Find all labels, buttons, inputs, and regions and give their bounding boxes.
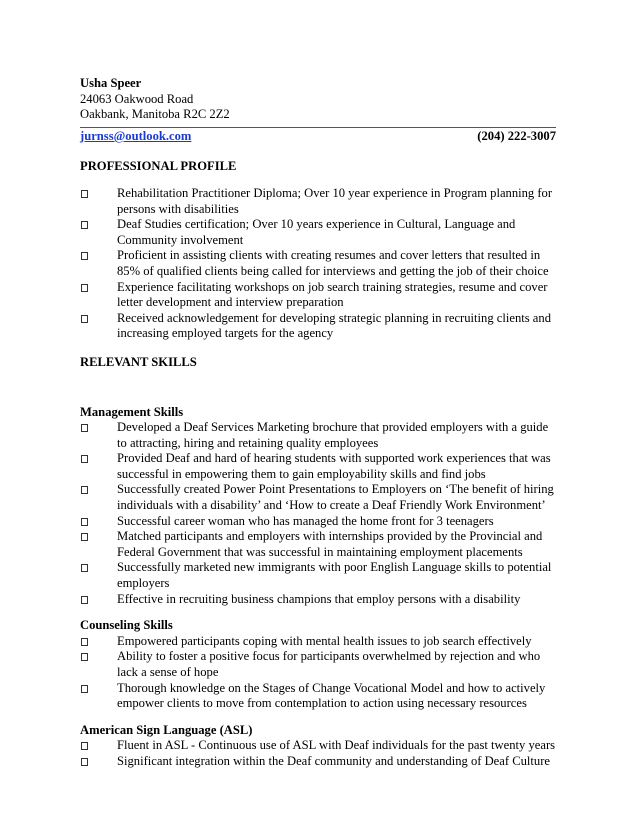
bullet-box-icon (80, 248, 117, 264)
list-item: Successfully marketed new immigrants with poor English Language skills to potential employers (80, 560, 556, 591)
email-link[interactable]: jurnss@outlook.com (80, 128, 192, 143)
skills-section-title: RELEVANT SKILLS (80, 354, 197, 369)
management-skills-title: Management Skills (80, 404, 184, 419)
list-item: Successful career woman who has managed the home front for 3 teenagers (80, 514, 556, 530)
bullet-box-icon (80, 634, 117, 650)
bullet-box-icon (80, 560, 117, 576)
management-skills-list (80, 420, 556, 607)
profile-section-title: PROFESSIONAL PROFILE (80, 159, 237, 174)
list-item: Rehabilitation Practitioner Diploma; Over 10 year experience in Program planning for persons with disabilities (80, 186, 556, 217)
list-item: Received acknowledgement for developing strategic planning in recruiting clients and increasing employed targets for the agency (80, 311, 556, 342)
address-line-2: Oakbank, Manitoba R2C 2Z2 (80, 107, 230, 122)
list-item: Proficient in assisting clients with creating resumes and cover letters that resulted in 85% of qualified clients being called for interviews and getting the job of their choice (80, 248, 556, 279)
list-item: Provided Deaf and hard of hearing students with supported work experiences that was successful in empowering them to gain employability skills and find jobs (80, 451, 556, 482)
bullet-box-icon (80, 529, 117, 545)
list-item: Ability to foster a positive focus for participants overwhelmed by rejection and who lack a sense of hope (80, 649, 556, 680)
list-item: Effective in recruiting business champions that employ persons with a disability (80, 592, 556, 608)
asl-skills-list (80, 738, 556, 769)
list-item: Thorough knowledge on the Stages of Change Vocational Model and how to actively empower clients to move from contemplation to action using necessary resources (80, 681, 556, 712)
list-item: Matched participants and employers with internships provided by the Provincial and Federal Government that was successful in maintaining employment placements (80, 529, 556, 560)
list-item: Significant integration within the Deaf community and understanding of Deaf Culture (80, 754, 556, 770)
applicant-name: Usha Speer (80, 76, 142, 90)
list-item: Experience facilitating workshops on job search training strategies, resume and cover letter development and interview preparation (80, 280, 556, 311)
list-item: Developed a Deaf Services Marketing brochure that provided employers with a guide to attracting, hiring and retaining quality employees (80, 420, 556, 451)
bullet-box-icon (80, 738, 117, 754)
bullet-box-icon (80, 217, 117, 233)
bullet-box-icon (80, 280, 117, 296)
bullet-box-icon (80, 649, 117, 665)
bullet-box-icon (80, 514, 117, 530)
bullet-box-icon (80, 482, 117, 498)
list-item: Empowered participants coping with mental health issues to job search effectively (80, 634, 556, 650)
list-item: Fluent in ASL - Continuous use of ASL with Deaf individuals for the past twenty years (80, 738, 556, 754)
bullet-box-icon (80, 592, 117, 608)
bullet-box-icon (80, 451, 117, 467)
resume-page (80, 76, 556, 770)
list-item: Deaf Studies certification; Over 10 years experience in Cultural, Language and Community involvement (80, 217, 556, 248)
header-divider (80, 127, 556, 128)
profile-list (80, 186, 556, 342)
asl-skills-title: American Sign Language (ASL) (80, 722, 253, 737)
contact-row (80, 129, 556, 145)
bullet-box-icon (80, 420, 117, 436)
list-item: Successfully created Power Point Presentations to Employers on ‘The benefit of hiring individuals with a disability’ and ‘How to create a Deaf Friendly Work Environment’ (80, 482, 556, 513)
phone-number: (204) 222-3007 (477, 128, 556, 143)
address-line-1: 24063 Oakwood Road (80, 91, 194, 106)
bullet-box-icon (80, 186, 117, 202)
bullet-box-icon (80, 754, 117, 770)
bullet-box-icon (80, 681, 117, 697)
counseling-skills-title: Counseling Skills (80, 618, 173, 633)
counseling-skills-list (80, 634, 556, 712)
bullet-box-icon (80, 311, 117, 327)
